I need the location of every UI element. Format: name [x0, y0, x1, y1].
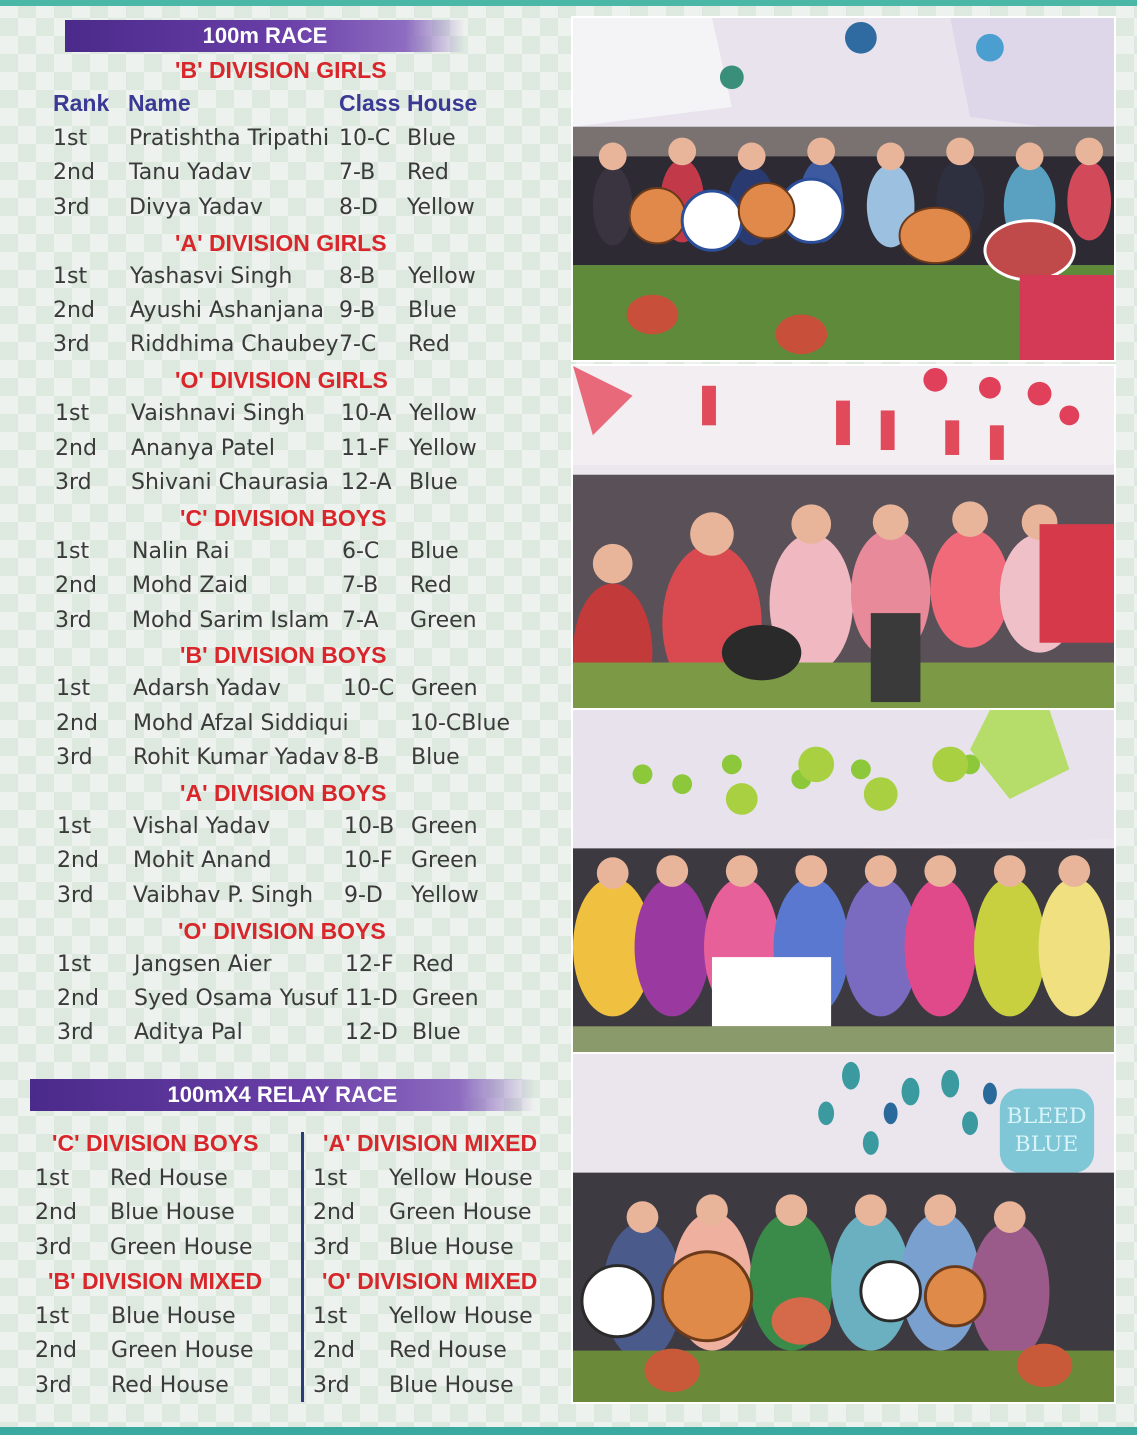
- result-name: Nalin Rai: [132, 538, 230, 564]
- result-row: [0, 986, 540, 1016]
- result-rank: 1st: [57, 951, 92, 977]
- result-name: Vaibhav P. Singh: [133, 882, 314, 908]
- relay-house: Blue House: [389, 1234, 514, 1260]
- result-name: Shivani Chaurasia: [131, 470, 329, 495]
- relay-house: Yellow House: [389, 1304, 533, 1329]
- division-heading: 'O' DIVISION BOYS: [178, 917, 386, 944]
- relay-division-heading: 'B' DIVISION MIXED: [48, 1268, 263, 1294]
- result-class: 9-D: [344, 882, 383, 908]
- result-row: [0, 711, 540, 741]
- result-row: [0, 160, 540, 190]
- result-class: 12-A: [341, 470, 392, 495]
- relay-rank: 2nd: [313, 1338, 355, 1364]
- result-class: 10-F: [344, 848, 393, 874]
- result-row: [0, 436, 540, 466]
- result-rank: 1st: [55, 401, 90, 427]
- relay-rank: 3rd: [35, 1234, 72, 1260]
- bleed-blue-sign-line-2: BLUE: [1014, 1131, 1079, 1157]
- result-rank: 3rd: [55, 470, 92, 495]
- race-100m-banner: [65, 20, 465, 52]
- result-class: 7-B: [339, 160, 376, 186]
- column-header-rank: Rank: [53, 90, 110, 116]
- result-rank: 1st: [53, 126, 88, 151]
- division-heading: 'B' DIVISION BOYS: [180, 642, 387, 669]
- result-name: Ayushi Ashanjana: [130, 298, 324, 323]
- relay-house: Green House: [389, 1200, 532, 1226]
- relay-division-heading: 'C' DIVISION BOYS: [52, 1130, 259, 1156]
- division-heading: 'B' DIVISION GIRLS: [175, 57, 387, 83]
- result-house: Green: [411, 848, 478, 874]
- relay-house: Green House: [110, 1234, 253, 1260]
- relay-division-heading: 'A' DIVISION MIXED: [323, 1130, 538, 1156]
- result-house: Green: [411, 814, 478, 839]
- result-class: 8-D: [339, 194, 378, 220]
- result-rank: 3rd: [53, 194, 90, 220]
- result-house: Red: [412, 951, 454, 977]
- relay-rank: 2nd: [313, 1200, 355, 1226]
- result-house: Green: [410, 607, 477, 633]
- result-row: [0, 883, 540, 913]
- relay-rank: 2nd: [35, 1338, 77, 1364]
- result-rank: 3rd: [57, 1020, 94, 1046]
- division-heading: 'A' DIVISION GIRLS: [175, 229, 387, 256]
- result-name: Jangsen Aier: [134, 951, 272, 977]
- result-class: 10-C: [339, 126, 391, 151]
- result-name: Vaishnavi Singh: [131, 401, 305, 427]
- relay-rank: 1st: [313, 1304, 348, 1329]
- relay-house: Yellow House: [389, 1166, 533, 1191]
- result-house: Blue: [407, 126, 456, 151]
- result-row: [0, 332, 540, 362]
- result-row: [0, 745, 540, 775]
- result-name: Riddhima Chaubey: [130, 332, 339, 358]
- result-name: Mohd Sarim Islam: [132, 607, 330, 633]
- result-name: Vishal Yadav: [133, 814, 271, 839]
- result-class: 7-B: [342, 573, 379, 599]
- result-house: Green: [412, 986, 479, 1011]
- result-class: 6-C: [342, 538, 380, 564]
- result-rank: 3rd: [53, 332, 90, 358]
- event-photo-1: [571, 16, 1116, 362]
- bottom-border-stripe: [0, 1427, 1137, 1435]
- relay-house: Blue House: [111, 1304, 236, 1329]
- relay-house: Blue House: [110, 1200, 235, 1226]
- result-class: 10-B: [344, 814, 395, 839]
- result-house: Yellow: [409, 435, 477, 461]
- top-border-stripe: [0, 0, 1137, 6]
- result-row: [0, 676, 540, 706]
- result-house: Blue: [411, 745, 460, 771]
- result-row: [0, 264, 540, 294]
- result-row: [0, 952, 540, 982]
- result-row: [0, 195, 540, 225]
- result-rank: 2nd: [57, 986, 99, 1011]
- result-rank: 2nd: [55, 435, 97, 461]
- result-row: [0, 573, 540, 603]
- result-name: Syed Osama Yusuf: [134, 986, 338, 1011]
- result-name: Mohit Anand: [133, 848, 272, 874]
- relay-house: Red House: [110, 1166, 228, 1191]
- result-row: [0, 126, 540, 156]
- result-rank: 2nd: [55, 573, 97, 599]
- relay-result-row: [0, 1200, 532, 1230]
- result-house: Green: [411, 676, 478, 702]
- result-class: 8-B: [343, 745, 380, 771]
- result-rank: 1st: [57, 814, 92, 839]
- result-house: Yellow: [407, 194, 475, 220]
- result-rank: 2nd: [53, 298, 95, 323]
- result-row: [0, 848, 540, 878]
- result-rank: 2nd: [53, 160, 95, 186]
- division-heading: 'C' DIVISION BOYS: [180, 504, 387, 531]
- relay-rank: 1st: [35, 1304, 70, 1329]
- bleed-blue-sign-line-1: BLEED: [1006, 1104, 1087, 1130]
- relay-result-row: [0, 1234, 514, 1265]
- relay-house: Green House: [111, 1338, 254, 1364]
- column-header-class: Class: [339, 90, 401, 116]
- result-name: Tanu Yadav: [129, 160, 252, 186]
- result-house: Yellow: [409, 401, 477, 427]
- result-name: Adarsh Yadav: [133, 676, 281, 702]
- relay-house: Red House: [111, 1372, 229, 1398]
- relay-rank: 2nd: [35, 1200, 77, 1226]
- result-rank: 2nd: [56, 710, 98, 736]
- result-rank: 1st: [53, 263, 88, 289]
- result-rank: 1st: [55, 538, 90, 564]
- result-name: Ananya Patel: [131, 435, 275, 461]
- result-rank: 3rd: [55, 607, 92, 633]
- event-photo-4: [571, 1052, 1116, 1404]
- result-class: 8-B: [339, 263, 376, 289]
- result-class: 10-A: [341, 401, 392, 427]
- result-name: Rohit Kumar Yadav: [133, 745, 340, 771]
- result-row: [0, 470, 540, 500]
- result-name: Divya Yadav: [129, 194, 263, 220]
- result-row: [0, 401, 540, 431]
- relay-race-title: 100mX4 RELAY RACE: [167, 1082, 398, 1107]
- relay-division-heading: 'O' DIVISION MIXED: [322, 1268, 538, 1294]
- result-class: 11-F: [341, 435, 390, 461]
- relay-race-banner: [30, 1079, 535, 1111]
- result-class: 12-D: [345, 1020, 398, 1046]
- result-house: 10-CBlue: [410, 710, 510, 736]
- result-rank: 3rd: [57, 882, 94, 908]
- relay-rank: 3rd: [313, 1234, 350, 1260]
- result-class: 9-B: [339, 298, 376, 323]
- result-row: [0, 1020, 540, 1050]
- relay-rank: 3rd: [313, 1372, 350, 1398]
- result-rank: 1st: [56, 676, 91, 702]
- result-house: Yellow: [411, 882, 479, 908]
- result-class: 7-C: [339, 332, 377, 358]
- race-100m-title: 100m RACE: [202, 23, 328, 48]
- result-house: Red: [407, 160, 449, 186]
- result-house: Blue: [408, 298, 457, 323]
- result-rank: 3rd: [56, 745, 93, 771]
- result-row: [0, 814, 540, 844]
- result-name: Mohd Zaid: [132, 573, 248, 599]
- result-rank: 2nd: [57, 848, 99, 874]
- result-house: Blue: [410, 538, 459, 564]
- relay-house: Red House: [389, 1338, 507, 1364]
- division-heading: 'A' DIVISION BOYS: [180, 780, 387, 806]
- result-name: Pratishtha Tripathi: [129, 126, 330, 151]
- column-divider: [301, 1132, 304, 1402]
- result-class: 11-D: [345, 986, 398, 1011]
- result-house: Blue: [412, 1020, 461, 1046]
- result-name: Mohd Afzal Siddiqui: [133, 710, 349, 736]
- result-row: [0, 298, 540, 328]
- result-class: 12-F: [345, 951, 394, 977]
- result-row: [0, 608, 540, 638]
- event-photo-3: [571, 708, 1116, 1054]
- result-house: Yellow: [408, 263, 476, 289]
- relay-rank: 1st: [35, 1166, 70, 1191]
- division-heading: 'O' DIVISION GIRLS: [175, 367, 388, 394]
- relay-result-row: [0, 1372, 514, 1403]
- event-photo-2: [571, 364, 1116, 710]
- result-name: Yashasvi Singh: [130, 263, 293, 289]
- relay-result-row: [0, 1338, 507, 1368]
- column-header-house: House: [407, 90, 478, 116]
- result-house: Red: [408, 332, 450, 358]
- result-row: [0, 539, 540, 569]
- result-house: Red: [410, 573, 452, 599]
- relay-rank: 3rd: [35, 1372, 72, 1398]
- relay-house: Blue House: [389, 1372, 514, 1398]
- relay-result-row: [0, 1166, 533, 1196]
- relay-result-row: [0, 1304, 533, 1334]
- relay-rank: 1st: [313, 1166, 348, 1191]
- result-name: Aditya Pal: [134, 1020, 243, 1046]
- result-house: Blue: [409, 470, 458, 495]
- column-header-name: Name: [128, 90, 191, 116]
- result-class: 7-A: [342, 607, 379, 633]
- result-class: 10-C: [343, 676, 395, 702]
